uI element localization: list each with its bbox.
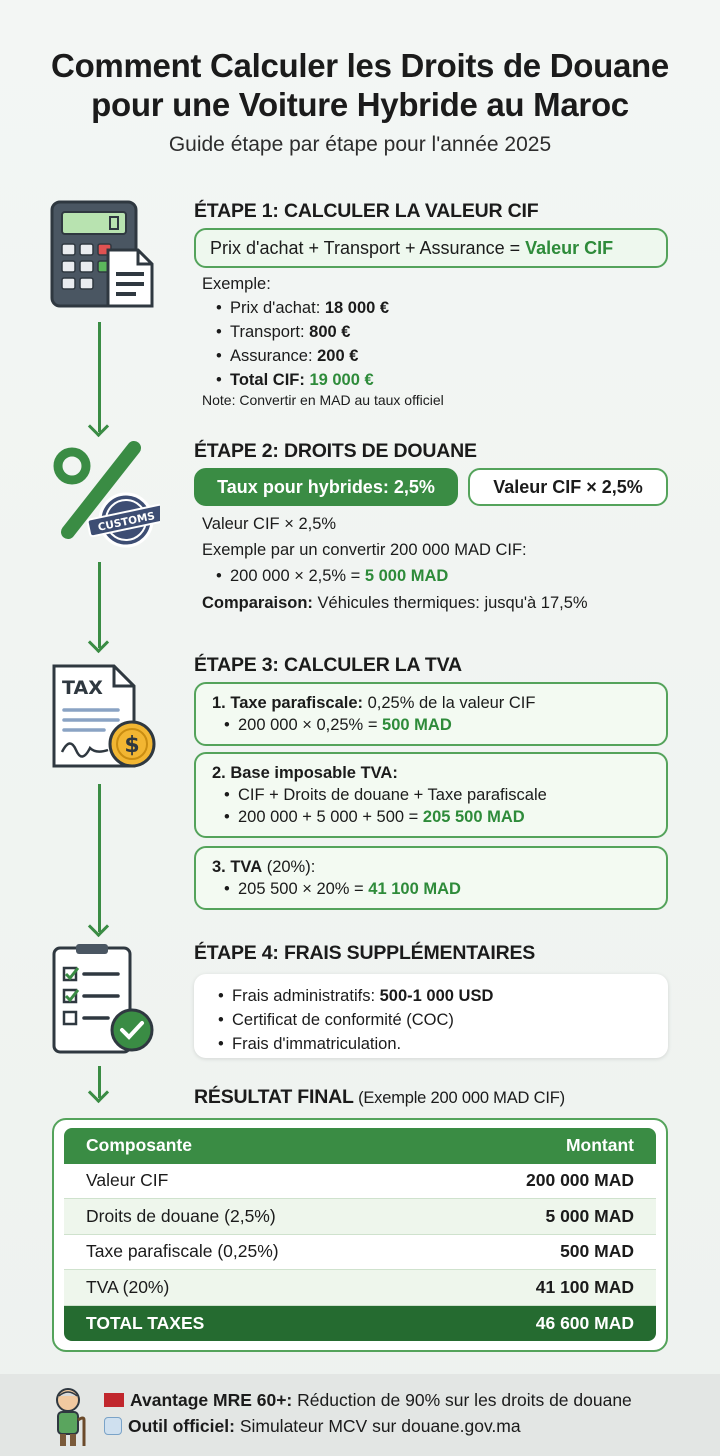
footer-line-tool: Outil officiel: Simulateur MCV sur douane.gov.ma xyxy=(104,1416,521,1437)
step1-formula xyxy=(194,228,668,268)
morocco-flag-icon xyxy=(104,1393,124,1407)
coin-icon xyxy=(110,722,154,766)
step3-box-3: 3. TVA (20%): • 205 500 × 20% = 41 100 MAD xyxy=(194,846,668,910)
step1-note: Note: Convertir en MAD au taux officiel xyxy=(202,392,444,408)
web-icon xyxy=(104,1417,122,1435)
formula-prefix: Prix d'achat + Transport + Assurance = xyxy=(210,237,526,258)
step2-title: ÉTAPE 2: DROITS DE DOUANE xyxy=(194,440,477,462)
step4-card xyxy=(194,974,668,1058)
table-row: Taxe parafiscale (0,25%) 500 MAD xyxy=(64,1235,656,1271)
formula-result: Valeur CIF xyxy=(525,237,614,258)
step1-list xyxy=(214,296,389,392)
step4-title: ÉTAPE 4: FRAIS SUPPLÉMENTAIRES xyxy=(194,942,536,964)
list-item: • Certificat de conformité (COC) xyxy=(216,1008,646,1032)
title-line-2: pour une Voiture Hybride au Maroc xyxy=(91,86,629,123)
list-item: • Transport: 800 € xyxy=(214,320,389,344)
document-icon xyxy=(108,250,152,306)
svg-text:$: $ xyxy=(124,733,140,758)
title-line-1: Comment Calculer les Droits de Douane xyxy=(51,47,669,84)
step2-comparison: Comparaison: Véhicules thermiques: jusqu'à 17,5% xyxy=(202,594,588,612)
list-item: • 200 000 × 2,5% = 5 000 MAD xyxy=(214,564,448,588)
table-row: Droits de douane (2,5%) 5 000 MAD xyxy=(64,1199,656,1235)
footer xyxy=(0,1374,720,1456)
percent-icon xyxy=(48,440,160,552)
table-row: Valeur CIF 200 000 MAD xyxy=(64,1164,656,1200)
elderly-person-icon xyxy=(50,1386,92,1448)
calculator-icon xyxy=(48,198,160,310)
list-item: • Frais administratifs: 500-1 000 USD xyxy=(216,984,646,1008)
step3-box-1: 1. Taxe parafiscale: 0,25% de la valeur CIF • 200 000 × 0,25% = 500 MAD xyxy=(194,682,668,746)
flow-arrow-2 xyxy=(98,562,101,648)
step2-example-text: Exemple par un convertir 200 000 MAD CIF: xyxy=(202,541,527,559)
footer-line-mre: Avantage MRE 60+: Réduction de 90% sur les droits de douane xyxy=(104,1390,632,1411)
table-row: TVA (20%) 41 100 MAD xyxy=(64,1270,656,1306)
formula-pill: Valeur CIF × 2,5% xyxy=(468,468,668,506)
page-subtitle: Guide étape par étape pour l'année 2025 xyxy=(168,133,552,156)
svg-text:CUSTOMS: CUSTOMS xyxy=(96,510,156,534)
step3-box-2: 2. Base imposable TVA: • CIF + Droits de douane + Taxe parafiscale • 200 000 + 5 000 + 500 = 205 500 MAD xyxy=(194,752,668,838)
flow-arrow-4 xyxy=(98,1066,101,1098)
step3-title: ÉTAPE 3: CALCULER LA TVA xyxy=(194,654,462,676)
list-item: • Assurance: 200 € xyxy=(214,344,389,368)
list-item: • Total CIF: 19 000 € xyxy=(214,368,389,392)
tax-document-icon xyxy=(48,662,160,774)
step2-list xyxy=(214,564,448,588)
rate-pill: Taux pour hybrides: 2,5% xyxy=(194,468,458,506)
step1-example-label: Exemple: xyxy=(202,275,271,293)
result-table xyxy=(52,1118,668,1352)
step2-formula-text: Valeur CIF × 2,5% xyxy=(202,515,337,533)
checklist-icon xyxy=(48,944,160,1056)
page-title xyxy=(0,46,720,124)
flow-arrow-1 xyxy=(98,322,101,432)
list-item: • Prix d'achat: 18 000 € xyxy=(214,296,389,320)
svg-text:TAX: TAX xyxy=(62,677,103,699)
list-item: • Frais d'immatriculation. xyxy=(216,1032,646,1056)
step4-list xyxy=(216,984,646,1056)
table-total-row: TOTAL TAXES 46 600 MAD xyxy=(64,1306,656,1342)
step1-title: ÉTAPE 1: CALCULER LA VALEUR CIF xyxy=(194,200,539,222)
check-circle-icon xyxy=(112,1010,152,1050)
table-header: Composante Montant xyxy=(64,1128,656,1164)
flow-arrow-3 xyxy=(98,784,101,932)
result-title: RÉSULTAT FINAL (Exemple 200 000 MAD CIF) xyxy=(194,1086,565,1108)
